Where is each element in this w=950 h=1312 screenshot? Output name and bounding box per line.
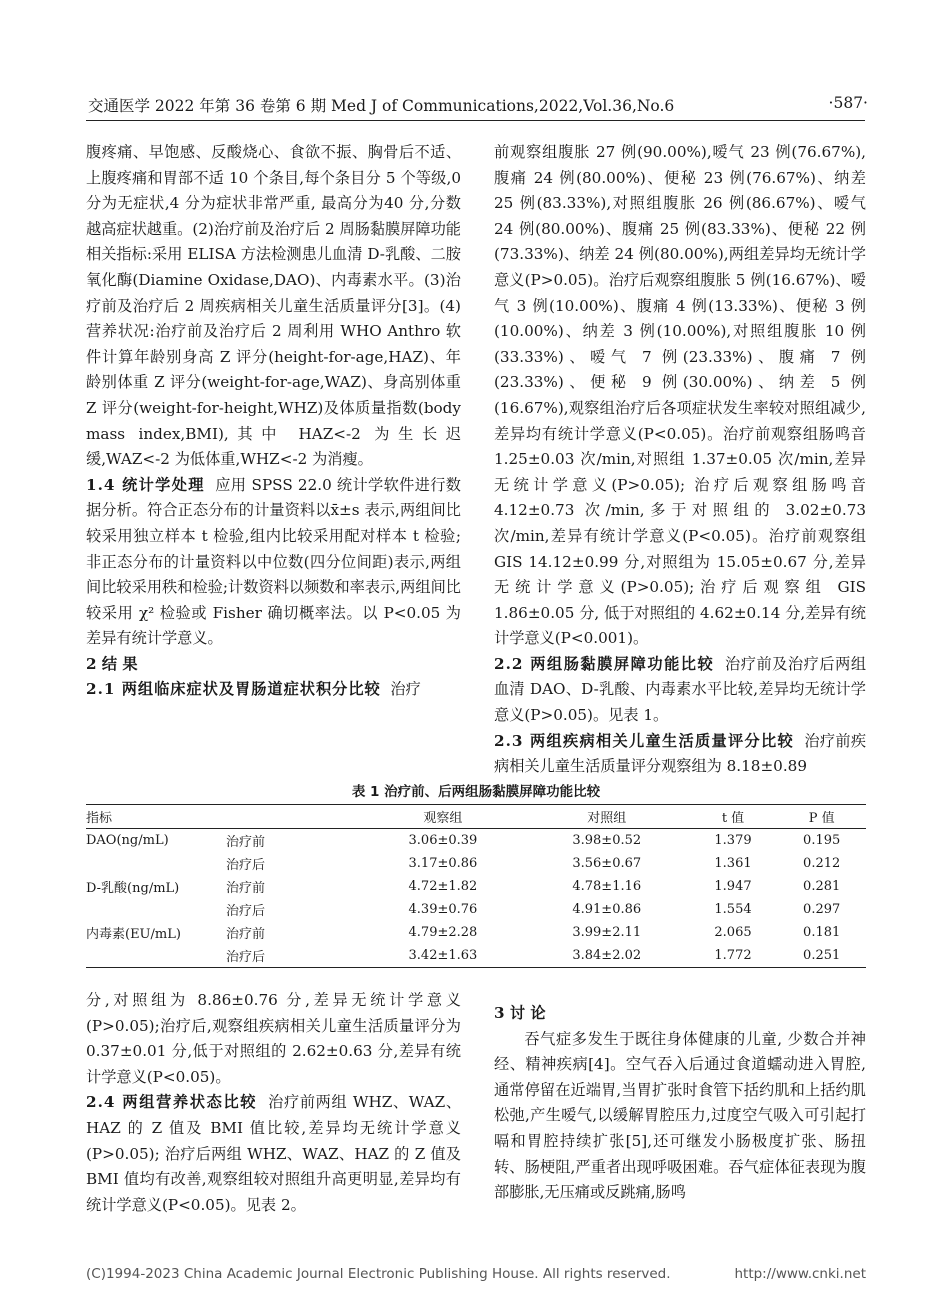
table-cell: 1.772 xyxy=(714,948,752,963)
table-cell: 治疗后 xyxy=(226,950,266,965)
table-cell xyxy=(86,898,226,921)
table-cell: 3.99±2.11 xyxy=(572,925,642,940)
table-row xyxy=(86,829,866,853)
table-row xyxy=(86,875,866,898)
page-footer xyxy=(86,1266,866,1282)
section-2-1-body: 治疗 xyxy=(390,680,421,699)
table-cell: 3.56±0.67 xyxy=(572,856,642,871)
methods-paragraph: 腹疼痛、早饱感、反酸烧心、食欲不振、胸骨后不适、上腹疼痛和胃部不适 10 个条目,每个条目分 5 个等级,0 分为无症状,4 分为症状非常严重, 最高分为40 分,分数越高症状越重。(2)治疗前及治疗后 2 周肠黏膜屏障功能相关指标:采用 ELISA 方法检测患儿血清 D-乳酸、二胺氧化酶(Diamine Oxidase,DAO)、内毒素水平。(3)治疗前及治疗后 2 周疾病相关儿童生活质量评分[3]。(4)营养状况:治疗前及治疗后 2 周利用 WHO Anthro 软件计算年龄别身高 Z 评分(height-for-age,HAZ)、年龄别体重 Z 评分(weight-for-age,WAZ)、身高别体重 Z 评分(weight-for-height,WHZ)及体质量指数(body mass index,BMI),其中 HAZ<-2 为生长迟缓,WAZ<-2 为低体重,WHZ<-2 为消瘦。 xyxy=(86,143,461,469)
header-cell: P 值 xyxy=(808,811,835,826)
discussion-paragraph: 吞气症多发生于既往身体健康的儿童, 少数合并神经、精神疾病[4]。空气吞入后通过食道蠕动进入胃腔,通常停留在近端胃,当胃扩张时食管下括约肌和上括约肌松弛,产生嗳气,以缓解胃腔压力,过度空气吸入可引起打嗝和胃腔持续扩张[5],还可继发小肠极度扩张、肠扭转、肠梗阻,严重者出现呼吸困难。吞气症体征表现为腹部膨胀,无压痛或反跳痛,肠鸣 xyxy=(494,1029,866,1202)
section-1-4-title: 1.4 统计学处理 xyxy=(86,475,205,494)
journal-citation: 交通医学 2022 年第 36 卷第 6 期 Med J of Communications,2022,Vol.36,No.6 xyxy=(88,97,675,115)
table-row xyxy=(86,852,866,875)
section-2-heading: 2 结 果 xyxy=(86,654,138,673)
table-row xyxy=(86,921,866,944)
table-cell: 0.297 xyxy=(803,902,841,917)
table-row xyxy=(86,898,866,921)
table-cell: 4.39±0.76 xyxy=(408,902,478,917)
table-cell: 4.72±1.82 xyxy=(408,879,478,894)
table-cell: 4.91±0.86 xyxy=(572,902,642,917)
table-cell: 3.42±1.63 xyxy=(408,948,478,963)
table-1 xyxy=(86,780,866,968)
section-2-4-title: 2.4 两组营养状态比较 xyxy=(86,1093,258,1112)
header-cell: 对照组 xyxy=(587,811,627,826)
section-1-4-body: 应用 SPSS 22.0 统计学软件进行数据分析。符合正态分布的计量资料以x̄±s 表示,两组间比较采用独立样本 t 检验,组内比较采用配对样本 t 检验;非正态分布的计量资料以中位数(四分位间距)表示,两组间比较采用秩和检验;计数资料以频数和率表示,两组间比较采用 χ² 检验或 Fisher 确切概率法。以 P<0.05 为差异有统计学意义。 xyxy=(86,475,461,648)
table-cell: 治疗前 xyxy=(226,881,266,896)
table-cell xyxy=(86,944,226,968)
table-cell: 1.947 xyxy=(714,879,752,894)
table-header-row xyxy=(86,805,866,829)
left-column-bottom xyxy=(86,988,461,1218)
header-cell: 指标 xyxy=(86,811,113,826)
table-cell: 治疗后 xyxy=(226,858,266,873)
table-cell: 治疗前 xyxy=(226,927,266,942)
right-column-top xyxy=(494,140,866,780)
section-2-3 xyxy=(494,729,866,780)
section-2-2-title: 2.2 两组肠黏膜屏障功能比较 xyxy=(494,654,715,673)
table-cell: 0.212 xyxy=(803,856,841,871)
table-cell: 3.98±0.52 xyxy=(572,833,642,848)
table-cell: 1.361 xyxy=(714,856,752,871)
table-cell: DAO(ng/mL) xyxy=(86,833,169,848)
header-cell: t 值 xyxy=(721,811,745,826)
table-cell: 1.554 xyxy=(714,902,752,917)
table-cell: 治疗前 xyxy=(226,835,266,850)
right-column-bottom xyxy=(494,1001,866,1206)
table-cell: 3.17±0.86 xyxy=(408,856,478,871)
header-rule xyxy=(86,120,865,121)
table-cell: 4.79±2.28 xyxy=(408,925,478,940)
section-2-2 xyxy=(494,652,866,729)
table-cell: 0.281 xyxy=(803,879,841,894)
page-number: ·587· xyxy=(828,94,868,112)
section-2-1 xyxy=(86,677,461,703)
table-cell xyxy=(86,852,226,875)
section-2-4-body: 治疗前两组 WHZ、WAZ、HAZ 的 Z 值及 BMI 值比较,差异均无统计学意义(P>0.05); 治疗后两组 WHZ、WAZ、HAZ 的 Z 值及BMI 值均有改善,观察组较对照组升高更明显,差异均有统计学意义(P<0.05)。见表 2。 xyxy=(86,1093,462,1214)
table-row xyxy=(86,944,866,968)
section-2-4 xyxy=(86,1090,461,1218)
section-3-heading: 3 讨 论 xyxy=(494,1004,546,1022)
running-header xyxy=(88,94,868,116)
table-cell: 4.78±1.16 xyxy=(572,879,642,894)
table-cell: 2.065 xyxy=(714,925,752,940)
section-2-3-body: 治疗前疾病相关儿童生活质量评分观察组为 8.18±0.89 xyxy=(494,731,866,776)
table-caption: 表 1 治疗前、后两组肠黏膜屏障功能比较 xyxy=(351,784,601,800)
table-cell: 治疗后 xyxy=(226,904,266,919)
section-1-4 xyxy=(86,473,461,652)
footer-url: http://www.cnki.net xyxy=(734,1266,866,1282)
table-cell: 3.06±0.39 xyxy=(408,833,478,848)
copyright-notice: (C)1994-2023 China Academic Journal Electronic Publishing House. All rights reserved. xyxy=(86,1266,671,1282)
table-cell: 0.195 xyxy=(803,833,841,848)
data-table xyxy=(86,804,866,968)
section-2-1-title: 2.1 两组临床症状及胃肠道症状积分比较 xyxy=(86,680,381,699)
header-cell xyxy=(226,805,361,829)
section-2-3-title: 2.3 两组疾病相关儿童生活质量评分比较 xyxy=(494,731,795,750)
section-2-2-body: 治疗前及治疗后两组血清 DAO、D-乳酸、内毒素水平比较,差异均无统计学意义(P>0.05)。见表 1。 xyxy=(494,654,867,725)
results-continued-paragraph: 分,对照组为 8.86±0.76 分,差异无统计学意义(P>0.05);治疗后,观察组疾病相关儿童生活质量评分为 0.37±0.01 分,低于对照组的 2.62±0.63 分,差异有统计学意义(P<0.05)。 xyxy=(86,991,461,1086)
results-paragraph: 前观察组腹胀 27 例(90.00%),嗳气 23 例(76.67%),腹痛 24 例(80.00%)、便秘 23 例(76.67%)、纳差 25 例(83.33%),对照组腹胀 26 例(86.67%)、嗳气 24 例(80.00%)、腹痛 25 例(83.33%)、便秘 22 例(73.33%)、纳差 24 例(80.00%),两组差异均无统计学意义(P>0.05)。治疗后观察组腹胀 5 例(16.67%)、嗳气 3 例(10.00%)、腹痛 4 例(13.33%)、便秘 3 例(10.00%)、纳差 3 例(10.00%),对照组腹胀 10 例(33.33%)、嗳气 7 例(23.33%)、腹痛 7 例(23.33%)、便秘 9 例(30.00%)、纳差 5 例(16.67%),观察组治疗后各项症状发生率较对照组减少, 差异均有统计学意义(P<0.05)。治疗前观察组肠鸣音 1.25±0.03 次/min,对照组 1.37±0.05 次/min,差异无统计学意义(P>0.05); 治疗后观察组肠鸣音 4.12±0.73 次/min,多于对照组的 3.02±0.73 次/min,差异有统计学意义(P<0.05)。治疗前观察组 GIS 14.12±0.99 分,对照组为 15.05±0.67 分,差异无统计学意义(P>0.05);治疗后观察组 GIS 1.86±0.05 分, 低于对照组的 4.62±0.14 分,差异有统计学意义(P<0.001)。 xyxy=(494,143,866,648)
left-column-top xyxy=(86,140,461,703)
table-cell: 1.379 xyxy=(714,833,752,848)
table-cell: 内毒素(EU/mL) xyxy=(86,927,181,942)
table-cell: 0.181 xyxy=(803,925,841,940)
table-cell: 0.251 xyxy=(803,948,841,963)
table-cell: D-乳酸(ng/mL) xyxy=(86,881,180,896)
header-cell: 观察组 xyxy=(423,811,463,826)
table-cell: 3.84±2.02 xyxy=(572,948,642,963)
